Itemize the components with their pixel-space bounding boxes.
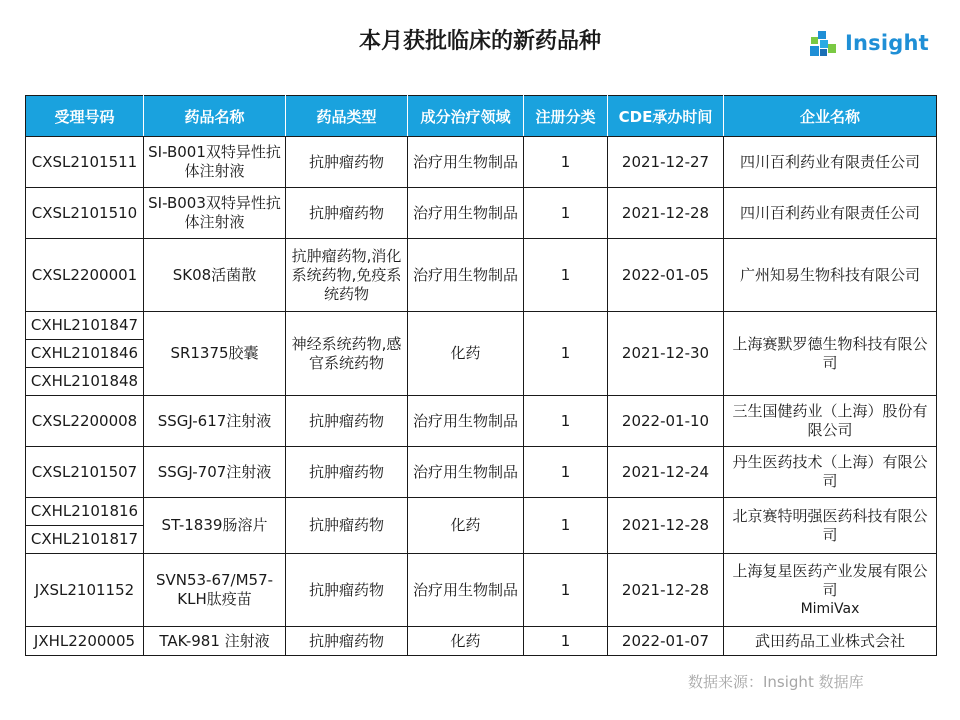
therapy-field-cell: 治疗用生物制品 — [408, 447, 524, 498]
company-partner: MimiVax — [800, 600, 860, 617]
accept-number-cell: CXHL2101817 — [26, 526, 144, 554]
therapy-field-cell: 治疗用生物制品 — [408, 188, 524, 239]
company-name: 上海复星医药产业发展有限公司 — [732, 561, 928, 599]
registration-category-cell: 1 — [524, 137, 608, 188]
cde-date-cell: 2022-01-07 — [608, 627, 724, 656]
company-cell: 广州知易生物科技有限公司 — [724, 239, 937, 312]
column-header: 企业名称 — [724, 96, 937, 137]
registration-category-cell: 1 — [524, 188, 608, 239]
column-header: 药品类型 — [286, 96, 408, 137]
registration-category-cell: 1 — [524, 396, 608, 447]
accept-number-cell: CXSL2101510 — [26, 188, 144, 239]
drug-name-cell: ST-1839肠溶片 — [144, 498, 286, 554]
registration-category-cell: 1 — [524, 498, 608, 554]
company-cell: 四川百利药业有限责任公司 — [724, 137, 937, 188]
cde-date-cell: 2021-12-24 — [608, 447, 724, 498]
table-row — [26, 627, 937, 656]
drug-name-cell: SSGJ-707注射液 — [144, 447, 286, 498]
table-row — [26, 554, 937, 627]
column-header: 药品名称 — [144, 96, 286, 137]
therapy-field-cell: 化药 — [408, 312, 524, 396]
page-title: 本月获批临床的新药品种 — [358, 29, 601, 54]
registration-category-cell: 1 — [524, 239, 608, 312]
cde-date-cell: 2021-12-28 — [608, 188, 724, 239]
company-cell: 丹生医药技术（上海）有限公司 — [724, 447, 937, 498]
table-row — [26, 137, 937, 188]
therapy-field-cell: 治疗用生物制品 — [408, 239, 524, 312]
table-row — [26, 447, 937, 498]
table-row — [26, 498, 937, 526]
drug-name-cell: TAK-981 注射液 — [144, 627, 286, 656]
table-row — [26, 188, 937, 239]
accept-number-cell: CXHL2101846 — [26, 340, 144, 368]
logo-text: Insight — [845, 31, 929, 55]
drug-approval-table — [25, 95, 937, 656]
company-cell: 上海赛默罗德生物科技有限公司 — [724, 312, 937, 396]
column-header: 注册分类 — [524, 96, 608, 137]
drug-type-cell: 抗肿瘤药物 — [286, 498, 408, 554]
registration-category-cell: 1 — [524, 447, 608, 498]
company-cell: 四川百利药业有限责任公司 — [724, 188, 937, 239]
table-row — [26, 239, 937, 312]
accept-number-cell: JXSL2101152 — [26, 554, 144, 627]
drug-name-cell: SSGJ-617注射液 — [144, 396, 286, 447]
registration-category-cell: 1 — [524, 312, 608, 396]
data-source-note: 数据来源：Insight 数据库 — [688, 673, 864, 691]
accept-number-cell: CXSL2200001 — [26, 239, 144, 312]
cde-date-cell: 2021-12-28 — [608, 554, 724, 627]
accept-number-cell: CXHL2101847 — [26, 312, 144, 340]
table-header-row — [26, 96, 937, 137]
column-header: 成分治疗领域 — [408, 96, 524, 137]
drug-type-cell: 抗肿瘤药物 — [286, 137, 408, 188]
drug-name-cell: SR1375胶囊 — [144, 312, 286, 396]
drug-type-cell: 抗肿瘤药物 — [286, 396, 408, 447]
accept-number-cell: CXSL2200008 — [26, 396, 144, 447]
registration-category-cell: 1 — [524, 627, 608, 656]
cde-date-cell: 2022-01-10 — [608, 396, 724, 447]
accept-number-cell: JXHL2200005 — [26, 627, 144, 656]
insight-logo — [808, 28, 929, 58]
drug-name-cell: SK08活菌散 — [144, 239, 286, 312]
insight-logo-icon — [808, 28, 840, 58]
company-cell: 武田药品工业株式会社 — [724, 627, 937, 656]
accept-number-cell: CXHL2101816 — [26, 498, 144, 526]
drug-type-cell: 抗肿瘤药物 — [286, 188, 408, 239]
cde-date-cell: 2021-12-30 — [608, 312, 724, 396]
therapy-field-cell: 化药 — [408, 498, 524, 554]
accept-number-cell: CXSL2101511 — [26, 137, 144, 188]
drug-type-cell: 抗肿瘤药物 — [286, 554, 408, 627]
accept-number-cell: CXHL2101848 — [26, 368, 144, 396]
therapy-field-cell: 治疗用生物制品 — [408, 554, 524, 627]
company-cell — [724, 554, 937, 627]
company-cell: 三生国健药业（上海）股份有限公司 — [724, 396, 937, 447]
drug-type-cell: 神经系统药物,感官系统药物 — [286, 312, 408, 396]
therapy-field-cell: 治疗用生物制品 — [408, 137, 524, 188]
therapy-field-cell: 化药 — [408, 627, 524, 656]
drug-type-cell: 抗肿瘤药物 — [286, 627, 408, 656]
company-cell: 北京赛特明强医药科技有限公司 — [724, 498, 937, 554]
accept-number-cell: CXSL2101507 — [26, 447, 144, 498]
table-body — [26, 137, 937, 656]
table-row — [26, 312, 937, 340]
column-header: 受理号码 — [26, 96, 144, 137]
table-row — [26, 396, 937, 447]
registration-category-cell: 1 — [524, 554, 608, 627]
drug-name-cell: SVN53-67/M57-KLH肽疫苗 — [144, 554, 286, 627]
drug-name-cell: SI-B003双特异性抗体注射液 — [144, 188, 286, 239]
cde-date-cell: 2021-12-27 — [608, 137, 724, 188]
drug-type-cell: 抗肿瘤药物 — [286, 447, 408, 498]
column-header: CDE承办时间 — [608, 96, 724, 137]
drug-type-cell: 抗肿瘤药物,消化系统药物,免疫系统药物 — [286, 239, 408, 312]
therapy-field-cell: 治疗用生物制品 — [408, 396, 524, 447]
cde-date-cell: 2022-01-05 — [608, 239, 724, 312]
cde-date-cell: 2021-12-28 — [608, 498, 724, 554]
drug-name-cell: SI-B001双特异性抗体注射液 — [144, 137, 286, 188]
